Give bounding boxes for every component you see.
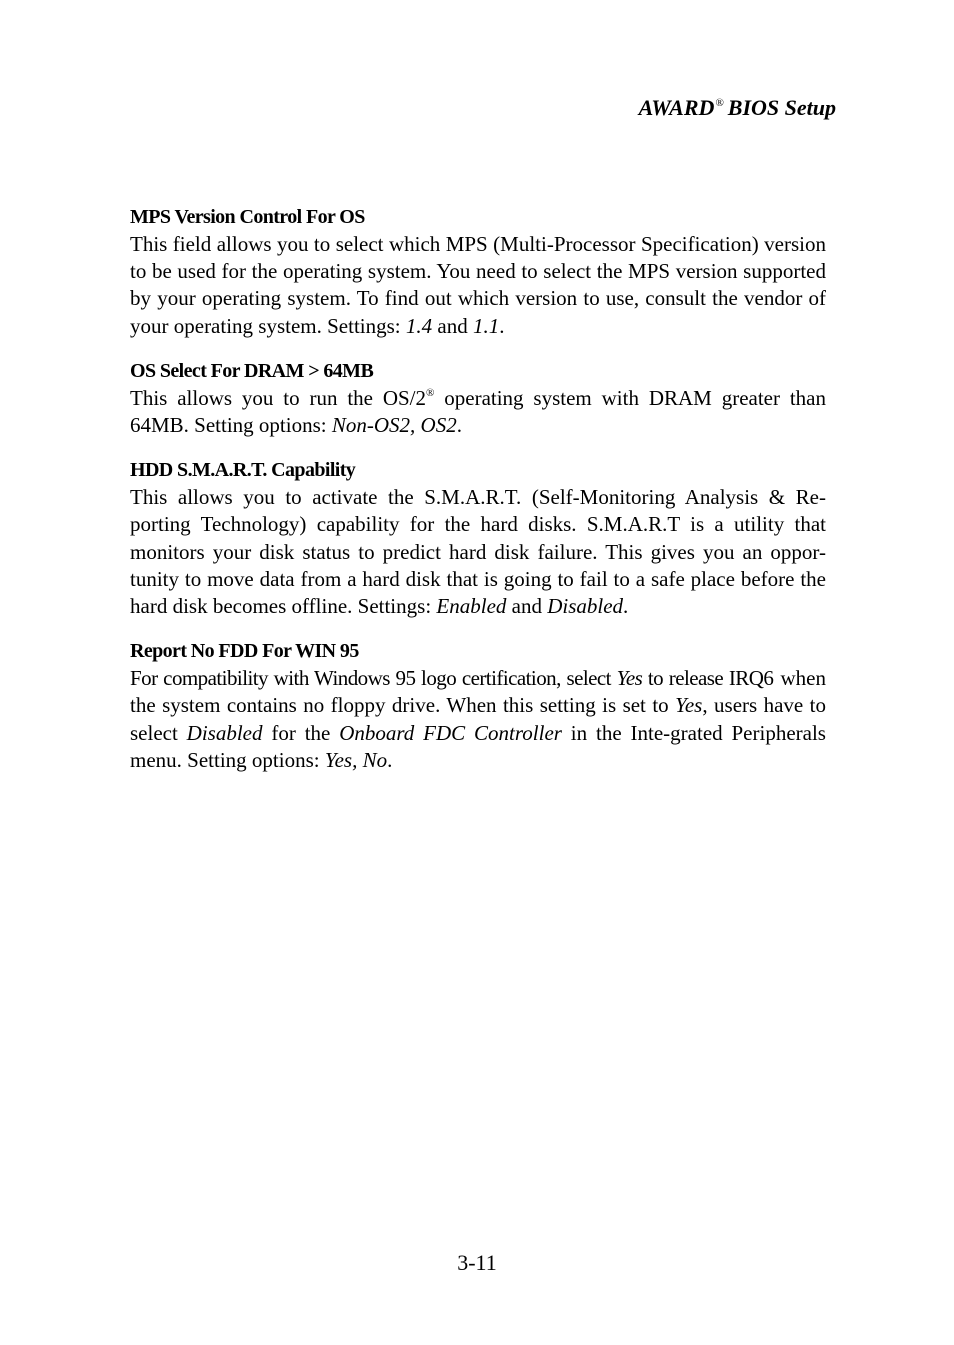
running-header — [639, 95, 836, 121]
body-text: operating system with DRAM greater than 64MB. Setting options: — [130, 385, 827, 438]
setting-options: Yes, No — [324, 747, 388, 772]
section-body — [130, 385, 826, 439]
setting-option: Yes — [675, 693, 703, 718]
header-title: BIOS Setup — [727, 95, 836, 120]
body-text: . — [456, 413, 462, 438]
section-body — [130, 665, 826, 774]
section-os-select-dram — [130, 358, 826, 439]
body-text: For compatibility with Windows 95 logo certification, select — [130, 666, 617, 691]
section-heading: MPS Version Control For OS — [130, 206, 365, 228]
section-heading: OS Select For DRAM > 64MB — [130, 359, 374, 382]
registered-mark: ® — [715, 97, 724, 109]
section-report-no-fdd — [130, 638, 826, 774]
section-body — [130, 231, 826, 340]
setting-option: Yes — [616, 666, 643, 691]
body-text: and — [506, 594, 548, 619]
section-heading: HDD S.M.A.R.T. Capability — [130, 459, 356, 482]
setting-option: Disabled — [547, 594, 624, 619]
body-text: . — [623, 594, 629, 619]
body-text: This allows you to run the OS/2 — [130, 385, 427, 410]
setting-option: Disabled — [186, 720, 263, 745]
body-text: for the — [262, 720, 340, 745]
body-text-condensed — [130, 666, 773, 690]
page-content — [130, 204, 826, 774]
section-mps-version-control — [130, 204, 826, 340]
setting-option: Enabled — [436, 594, 507, 619]
section-hdd-smart — [130, 457, 826, 620]
body-text: This field allows you to select which MPS (Multi-Processor Specification) version to be used for the operating system. You need to select the MPS version supported by your operating system. To find out which version to use, consult the vendor of your operating system. Settings: — [130, 232, 826, 338]
body-text: , users have to select — [130, 693, 827, 745]
page-number: 3-11 — [457, 1250, 497, 1275]
setting-options: Non-OS2, OS2 — [331, 413, 457, 438]
body-text: in the Inte-grated Peripherals menu. Setting options: — [130, 720, 826, 772]
body-text: . — [387, 747, 393, 772]
setting-option: 1.4 — [405, 313, 433, 338]
setting-option: 1.1 — [472, 313, 500, 338]
body-text: when the system contains no floppy drive. When this setting is set to — [130, 666, 826, 718]
body-text: This allows you to activate the S.M.A.R.T. (Self-Monitoring Analysis & Re-porting Technology) capability for the hard disks. S.M.A.R.T is a utility that monitors your disk status to predict hard disk failure. This gives you an oppor-tunity to move data from a hard disk that is going to fail to a safe place before the hard disk becomes offline. Settings: — [130, 485, 826, 619]
body-text: . — [499, 313, 505, 338]
registered-mark: ® — [426, 386, 435, 399]
body-text: to release IRQ6 — [642, 666, 774, 691]
section-body — [130, 484, 826, 620]
section-heading: Report No FDD For WIN 95 — [130, 640, 359, 663]
menu-item-reference: Onboard FDC Controller — [339, 720, 562, 745]
header-brand: AWARD — [638, 95, 715, 120]
body-text: and — [432, 313, 473, 338]
